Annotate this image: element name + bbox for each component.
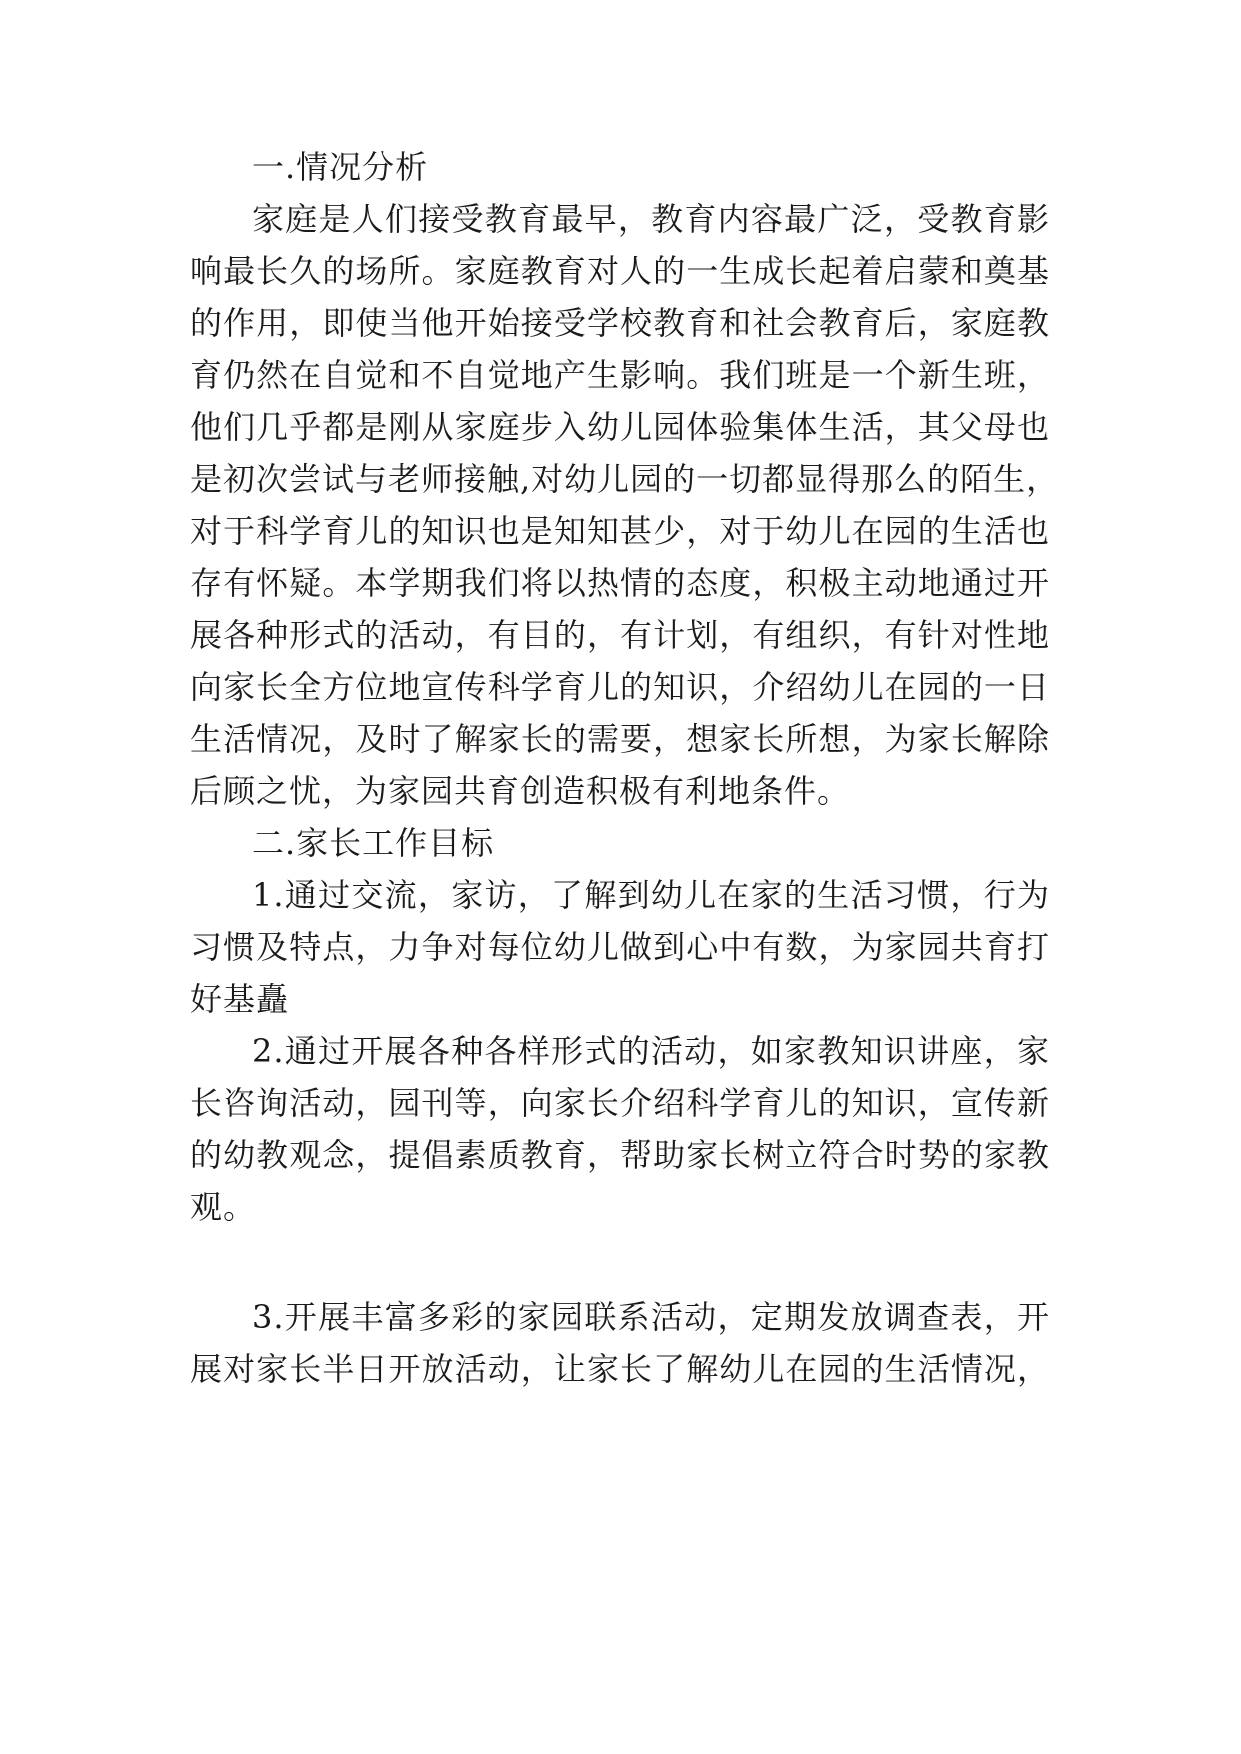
section-heading-goals: 二.家长工作目标 [252, 824, 495, 862]
list-item-line: 3.开展丰富多彩的家园联系活动，定期发放调查表，开 [252, 1298, 1050, 1336]
paragraph-line: 是初次尝试与老师接触,对幼儿园的一切都显得那么的陌生， [190, 460, 1060, 498]
list-item-line: 1.通过交流，家访，了解到幼儿在家的生活习惯，行为 [252, 876, 1050, 914]
paragraph-line: 育仍然在自觉和不自觉地产生影响。我们班是一个新生班， [190, 356, 1050, 394]
paragraph-line: 对于科学育儿的知识也是知知甚少，对于幼儿在园的生活也 [190, 512, 1050, 550]
list-item-line: 长咨询活动，园刊等，向家长介绍科学育儿的知识，宣传新 [190, 1084, 1050, 1122]
list-item-line: 的幼教观念，提倡素质教育，帮助家长树立符合时势的家教 [190, 1136, 1050, 1174]
paragraph-line: 后顾之忧，为家园共育创造积极有利地条件。 [190, 772, 851, 810]
list-item-line: 观。 [190, 1188, 257, 1226]
list-item-line: 习惯及特点，力争对每位幼儿做到心中有数，为家园共育打 [190, 928, 1050, 966]
paragraph-line: 生活情况，及时了解家长的需要，想家长所想，为家长解除 [190, 720, 1050, 758]
paragraph-line: 向家长全方位地宣传科学育儿的知识，介绍幼儿在园的一日 [190, 668, 1050, 706]
paragraph-line: 存有怀疑。本学期我们将以热情的态度，积极主动地通过开 [190, 564, 1050, 602]
paragraph-line: 他们几乎都是刚从家庭步入幼儿园体验集体生活，其父母也 [190, 408, 1050, 446]
section-heading-analysis: 一.情况分析 [252, 148, 429, 186]
list-item-line: 好基矗 [190, 980, 290, 1018]
paragraph-line: 家庭是人们接受教育最早，教育内容最广泛，受教育影 [252, 200, 1050, 238]
paragraph-line: 的作用，即使当他开始接受学校教育和社会教育后，家庭教 [190, 304, 1050, 342]
list-item-line: 展对家长半日开放活动，让家长了解幼儿在园的生活情况， [190, 1350, 1050, 1388]
paragraph-line: 响最长久的场所。家庭教育对人的一生成长起着启蒙和奠基 [190, 252, 1050, 290]
list-item-line: 2.通过开展各种各样形式的活动，如家教知识讲座，家 [252, 1032, 1050, 1070]
paragraph-line: 展各种形式的活动，有目的，有计划，有组织，有针对性地 [190, 616, 1050, 654]
